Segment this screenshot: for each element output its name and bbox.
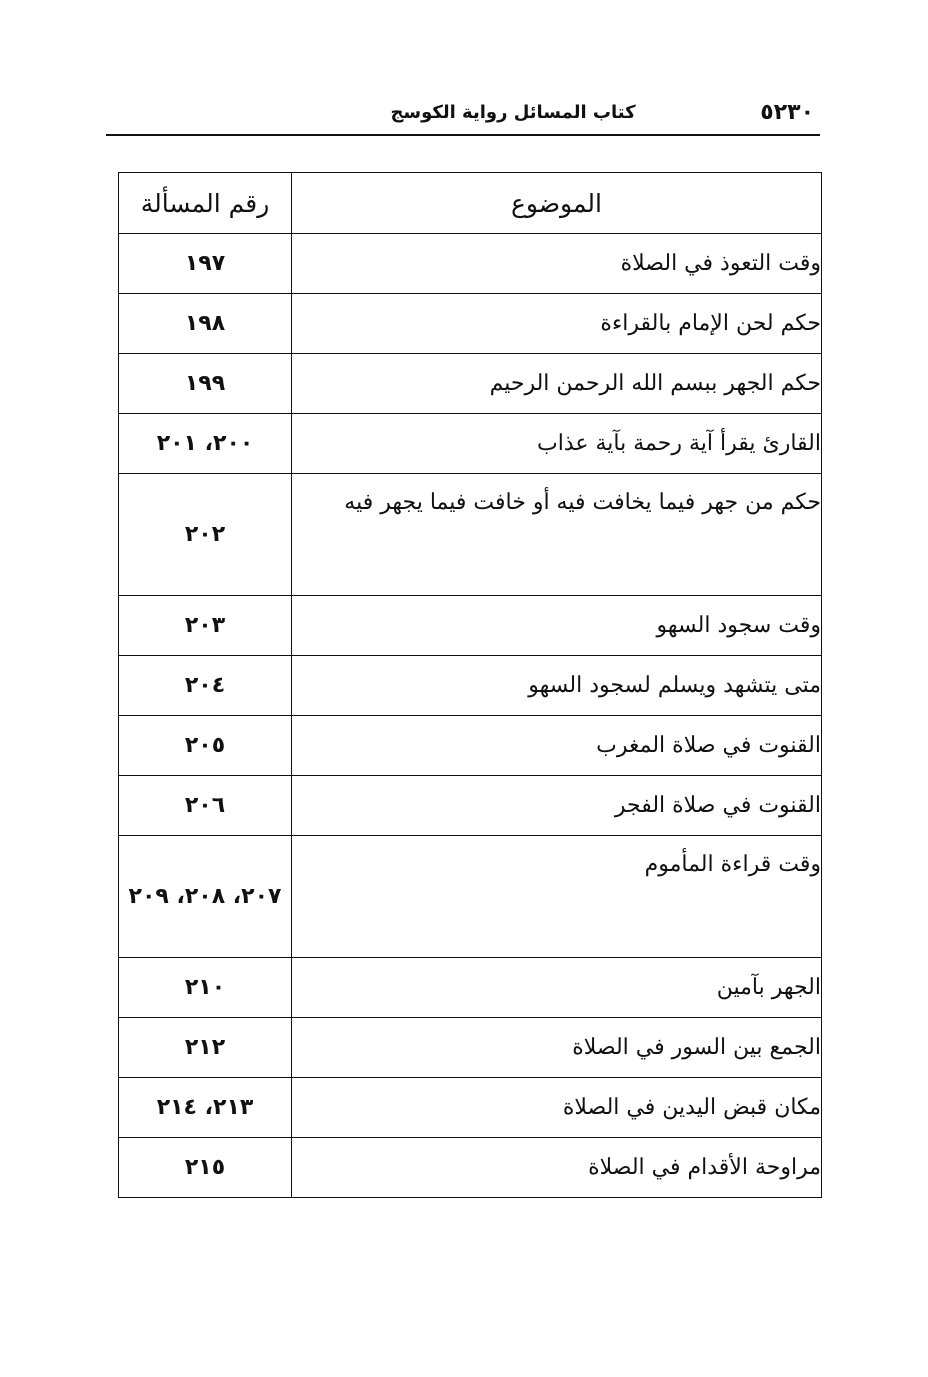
topic-cell: حكم الجهر ببسم الله الرحمن الرحيم [292,354,822,414]
table-row [119,656,822,716]
table-row [119,474,822,596]
table-row [119,1018,822,1078]
page-number: ٥٢٣٠ [760,100,814,125]
topic-cell: القنوت في صلاة الفجر [292,776,822,836]
issue-number-cell: ٢١٢ [119,1018,292,1078]
topic-cell: متى يتشهد ويسلم لسجود السهو [292,656,822,716]
column-header-issue-number: رقم المسألة [119,173,292,234]
table-row [119,354,822,414]
page-header [106,92,820,136]
topic-cell: مكان قبض اليدين في الصلاة [292,1078,822,1138]
column-header-topic: الموضوع [292,173,822,234]
issue-number-cell: ١٩٨ [119,294,292,354]
topic-cell: القنوت في صلاة المغرب [292,716,822,776]
issue-number-cell: ٢١٥ [119,1138,292,1198]
issue-number-cell: ٢٠٠، ٢٠١ [119,414,292,474]
topic-index-table [118,172,822,1198]
issue-number-cell: ٢٠٤ [119,656,292,716]
topic-cell: وقت سجود السهو [292,596,822,656]
topic-cell: الجمع بين السور في الصلاة [292,1018,822,1078]
table-row [119,414,822,474]
topic-cell: وقت قراءة المأموم [292,836,822,958]
issue-number-cell: ١٩٧ [119,234,292,294]
issue-number-cell: ١٩٩ [119,354,292,414]
issue-number-cell: ٢٠٥ [119,716,292,776]
topic-cell: وقت التعوذ في الصلاة [292,234,822,294]
issue-number-cell: ٢١٣، ٢١٤ [119,1078,292,1138]
table-row [119,596,822,656]
table-row [119,836,822,958]
table-row [119,958,822,1018]
issue-number-cell: ٢٠٦ [119,776,292,836]
table-row [119,1078,822,1138]
issue-number-cell: ٢٠٣ [119,596,292,656]
topic-cell: الجهر بآمين [292,958,822,1018]
topic-cell: حكم من جهر فيما يخافت فيه أو خافت فيما يجهر فيه [292,474,822,596]
table-row [119,1138,822,1198]
topic-cell: القارئ يقرأ آية رحمة بآية عذاب [292,414,822,474]
table-row [119,716,822,776]
topic-cell: مراوحة الأقدام في الصلاة [292,1138,822,1198]
table-row [119,234,822,294]
book-title: كتاب المسائل رواية الكوسج [390,102,636,123]
table-header-row [119,173,822,234]
table-row [119,776,822,836]
table-row [119,294,822,354]
issue-number-cell: ٢١٠ [119,958,292,1018]
topic-cell: حكم لحن الإمام بالقراءة [292,294,822,354]
issue-number-cell: ٢٠٢ [119,474,292,596]
issue-number-cell: ٢٠٧، ٢٠٨، ٢٠٩ [119,836,292,958]
